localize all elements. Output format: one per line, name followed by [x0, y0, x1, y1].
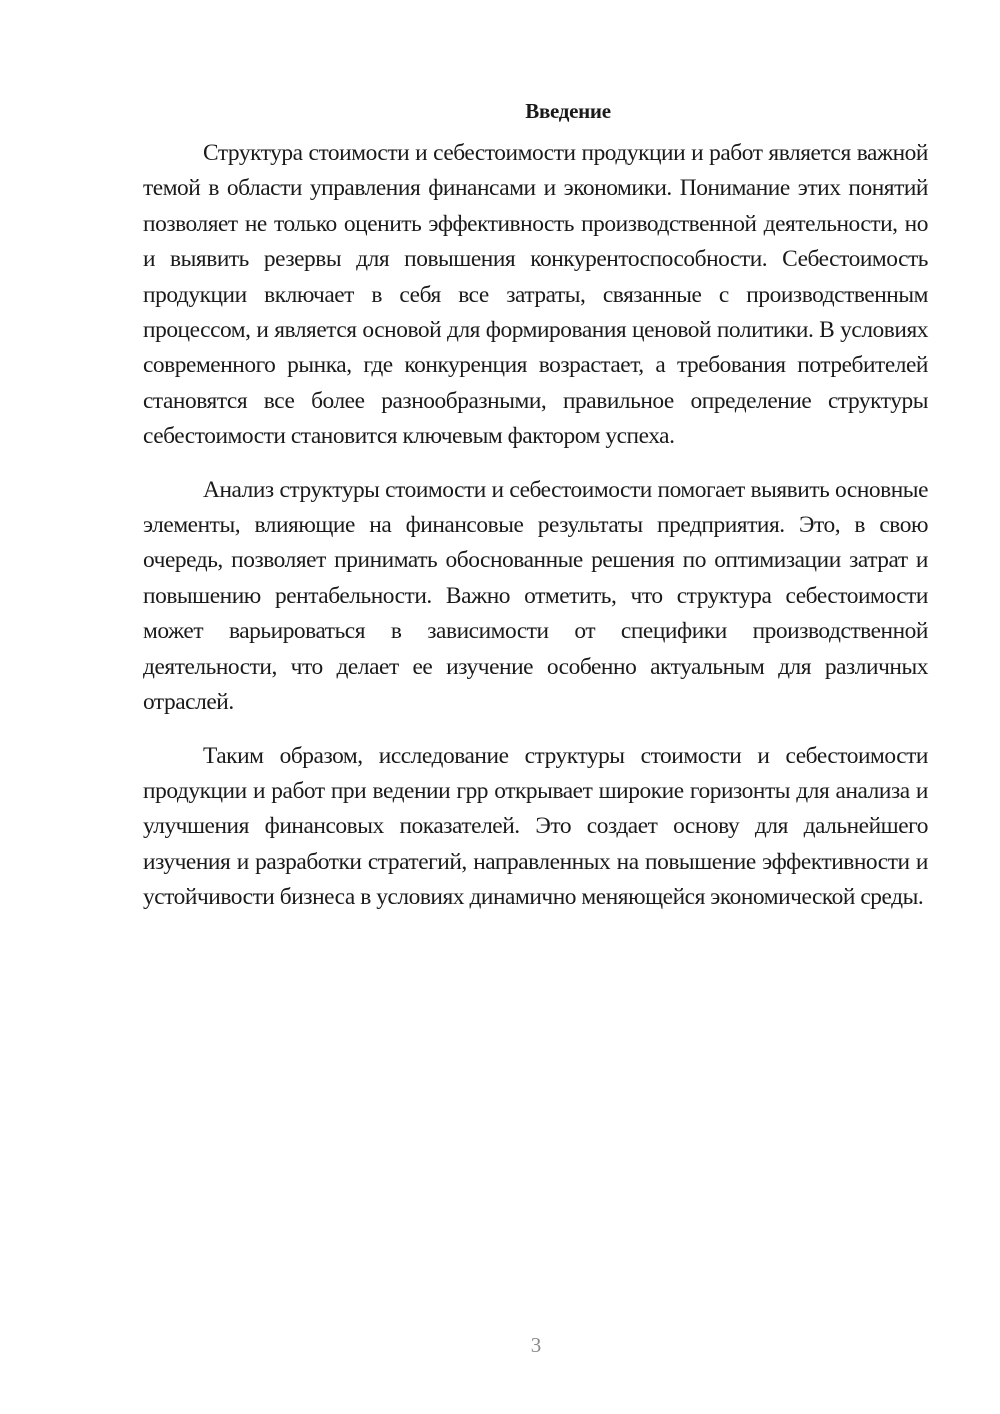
page-number: 3 — [530, 1333, 542, 1357]
page-content — [143, 94, 928, 916]
section-title: Введение — [525, 99, 611, 123]
paragraph-2: Анализ структуры стоимости и себестоимости помогает выявить основные элементы, влияющие на финансовые результаты предприятия. Это, в свою очередь, позволяет принимать обоснованные решения по оптимизации затрат и повышению рентабельности. Важно отметить, что структура себестоимости может варьироваться в зависимости от специфики производственной деятельности, что делает ее изучение особенно актуальным для различных отраслей. — [143, 476, 928, 716]
paragraph-3: Таким образом, исследование структуры стоимости и себестоимости продукции и работ при ведении грр открывает широкие горизонты для анализа и улучшения финансовых показателей. Это создает основу для дальнейшего изучения и разработки стратегий, направленных на повышение эффективности и устойчивости бизнеса в условиях динамично меняющейся экономической среды. — [143, 742, 928, 911]
paragraph-1: Структура стоимости и себестоимости продукции и работ является важной темой в области управления финансами и экономики. Понимание этих понятий позволяет не только оценить эффективность производственной деятельности, но и выявить резервы для повышения конкурентоспособности. Себестоимость продукции включает в себя все затраты, связанные с производственным процессом, и является основой для формирования ценовой политики. В условиях современного рынка, где конкуренция возрастает, а требования потребителей становятся все более разнообразными, правильное определение структуры себестоимости становится ключевым фактором успеха. — [143, 140, 928, 450]
